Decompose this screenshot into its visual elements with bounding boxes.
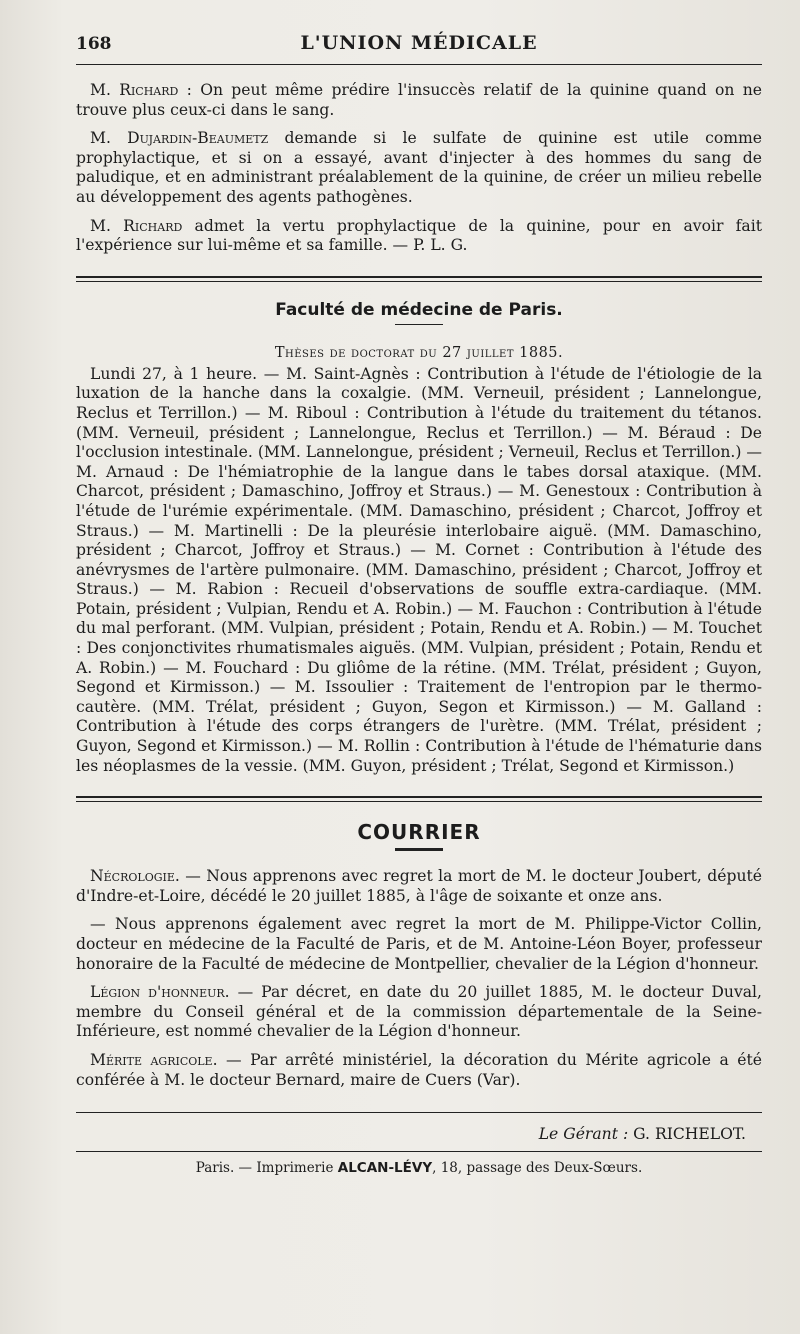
- paragraph-text: demande si le sulfate de quinine est utile comme prophylactique, et si on a essayé, avant d'injecter à des hommes du sang de paludique, et en administrant préalablement de la quinine, de créer un milieu rebelle au développement des agents pathogènes.: [76, 129, 763, 206]
- rubric-label: Mérite agricole.: [90, 1050, 218, 1069]
- rubric-label: Nécrologie.: [90, 867, 180, 886]
- end-rule: [76, 1112, 762, 1113]
- second-death-paragraph: — Nous apprenons également avec regret la mort de M. Philippe-Victor Collin, docteur en médecine de la Faculté de Paris, et de M. Antoine-Léon Boyer, professeur honoraire de la Faculté de médecine de Montpellier, chevalier de la Légion d'honneur.: [76, 915, 762, 973]
- paragraph-text: admet la vertu prophylactique de la quinine, pour en avoir fait l'expérience sur lui-même et sa famille. — P. L. G.: [76, 216, 762, 255]
- necrologie-paragraph: [76, 867, 762, 906]
- theses-subheading: Thèses de doctorat du 27 juillet 1885.: [274, 344, 564, 361]
- title-underline: [395, 324, 443, 325]
- imprint-printer: ALCAN-LÉVY: [337, 1160, 433, 1177]
- paragraph-text: : On peut même prédire l'insuccès relatif de la quinine quand on ne trouve plus ceux-ci dans le sang.: [76, 81, 762, 119]
- paragraph-text: — Par arrêté ministériel, la décoration du Mérite agricole a été conférée à M. le docteur Bernard, maire de Cuers (Var).: [76, 1050, 762, 1089]
- gerant-label: Le Gérant :: [538, 1125, 629, 1144]
- imprint-rule: [76, 1151, 762, 1152]
- paragraph-text: — Nous apprenons avec regret la mort de M. le docteur Joubert, député d'Indre-et-Loire, décédé le 20 juillet 1885, à l'âge de soixante et onze ans.: [76, 867, 762, 905]
- merite-paragraph: [76, 1051, 762, 1090]
- gerant-name: G. RICHELOT.: [628, 1125, 746, 1144]
- discussion-paragraph-3: [76, 217, 762, 256]
- speaker-name: M. Dujardin-Beaumetz: [90, 129, 269, 148]
- running-head: [76, 30, 762, 64]
- rubric-label: Légion d'honneur.: [90, 983, 230, 1002]
- discussion-paragraph-2: [76, 129, 762, 207]
- discussion-paragraph-1: [76, 81, 762, 120]
- paragraph-text: — Par décret, en date du 20 juillet 1885, M. le docteur Duval, membre du Conseil général et de la commission départementale de la Seine-Inférieure, est nommé chevalier de la Légion d'honneur.: [76, 983, 762, 1041]
- title-underline: [395, 848, 443, 851]
- section-divider: [76, 276, 762, 282]
- page-number: 168: [76, 34, 112, 54]
- theses-listing: Lundi 27, à 1 heure. — M. Saint-Agnès : Contribution à l'étude de l'étiologie de la luxation de la hanche dans la coxalgie. (MM. Verneuil, président ; Lannelongue, Reclus et Terrillon.) — M. Riboul : Contribution à l'étude du traitement du tétanos. (MM. Verneuil, président ; Lannelongue, Reclus et Terrillon.) — M. Béraud : De l'occlusion intestinale. (MM. Lannelongue, président ; Verneuil, Reclus et Terrillon.) — M. Arnaud : De l'hémiatrophie de la langue dans le tabes dorsal ataxique. (MM. Charcot, président ; Damaschino, Joffroy et Straus.) — M. Genestoux : Contribution à l'étude de l'urémie expérimentale. (MM. Damaschino, président ; Charcot, Joffroy et Straus.) — M. Martinelli : De la pleurésie interlobaire aiguë. (MM. Damaschino, président ; Charcot, Joffroy et Straus.) — M. Cornet : Contribution à l'étude des anévrysmes de l'artère pulmonaire. (MM. Damaschino, président ; Charcot, Joffroy et Straus.) — M. Rabion : Recueil d'observations de souffle extra-cardiaque. (MM. Potain, président ; Vulpian, Rendu et A. Robin.) — M. Fauchon : Contribution à l'étude du mal perforant. (MM. Vulpian, président ; Potain, Rendu et A. Robin.) — M. Touchet : Des conjonctivites rhumatismales aiguës. (MM. Vulpian, président ; Potain, Rendu et A. Robin.) — M. Fouchard : Du gliôme de la rétine. (MM. Trélat, président ; Guyon, Segond et Kirmisson.) — M. Issoulier : Traitement de l'entropion par le thermo-cautère. (MM. Trélat, président ; Guyon, Segon et Kirmisson.) — M. Galland : Contribution à l'étude des corps étrangers de l'urètre. (MM. Trélat, président ; Guyon, Segond et Kirmisson.) — M. Rollin : Contribution à l'étude de l'hématurie dans les néoplasmes de la vessie. (MM. Guyon, président ; Trélat, Segond et Kirmisson.): [76, 364, 762, 775]
- section-divider: [76, 796, 762, 802]
- journal-title: L'UNION MÉDICALE: [300, 32, 538, 54]
- legion-paragraph: [76, 983, 762, 1042]
- imprint-address: , 18, passage des Deux-Sœurs.: [432, 1160, 643, 1177]
- gerant-signature: [76, 1125, 762, 1143]
- speaker-name: M. Richard: [90, 216, 183, 235]
- imprint-city: Paris. — Imprimerie: [195, 1160, 338, 1177]
- speaker-name: M. Richard: [90, 81, 179, 99]
- header-rule: [76, 64, 762, 65]
- printer-imprint: [76, 1160, 762, 1176]
- courrier-title: COURRIER: [357, 820, 481, 845]
- faculte-title: Faculté de médecine de Paris.: [275, 299, 563, 320]
